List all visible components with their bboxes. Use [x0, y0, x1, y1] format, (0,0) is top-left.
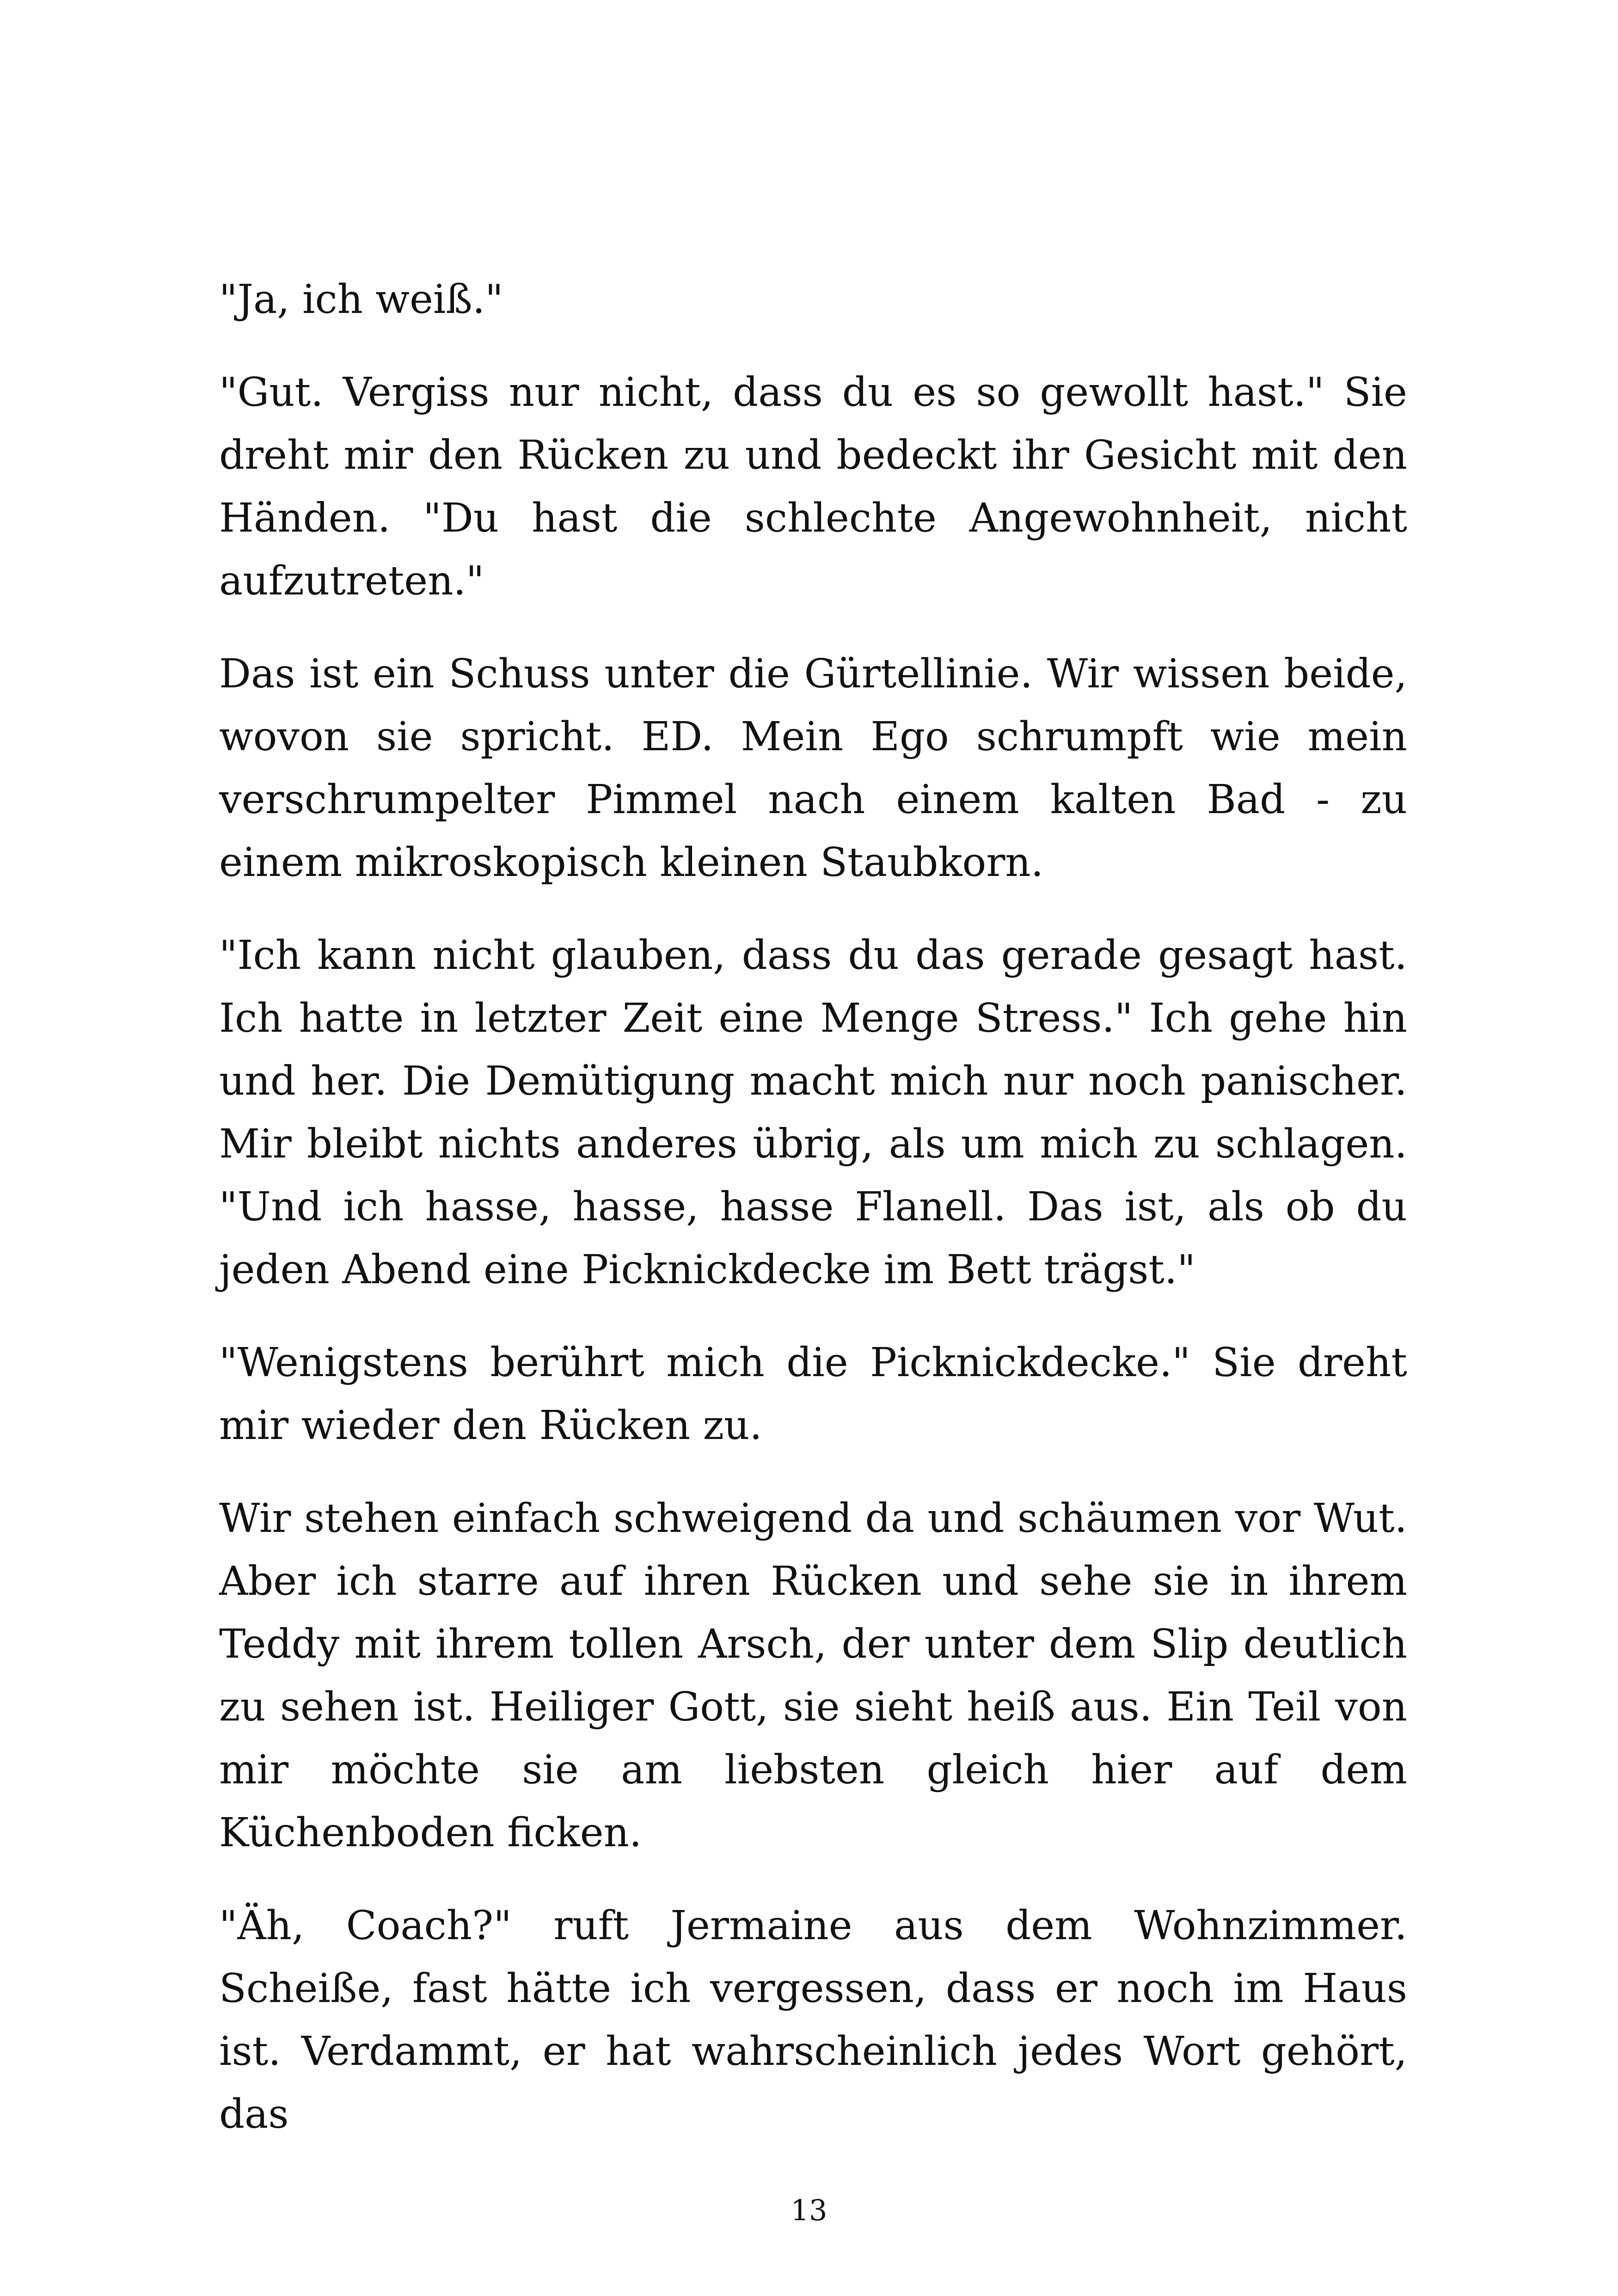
paragraph: "Äh, Coach?" ruft Jermaine aus dem Wohnzimmer. Scheiße, fast hätte ich vergessen, dass er noch im Haus ist. Verdammt, er hat wahrscheinlich jedes Wort gehört, das — [219, 1903, 1407, 2137]
page-number: 13 — [791, 2193, 827, 2227]
paragraph: "Ich kann nicht glauben, dass du das gerade gesagt hast. Ich hatte in letzter Zeit eine Menge Stress." Ich gehe hin und her. Die Demütigung macht mich nur noch panischer. Mir bleibt nichts anderes übrig, als um mich zu schlagen. "Und ich hasse, hasse, hasse Flanell. Das ist, als ob du jeden Abend eine Picknickdecke im Bett trägst." — [219, 932, 1407, 1293]
paragraph: "Ja, ich weiß." — [219, 276, 503, 323]
paragraph: "Wenigstens berührt mich die Picknickdecke." Sie dreht mir wieder den Rücken zu. — [219, 1340, 1407, 1449]
paragraph: Wir stehen einfach schweigend da und schäumen vor Wut. Aber ich starre auf ihren Rücken und sehe sie in ihrem Teddy mit ihrem tollen Arsch, der unter dem Slip deutlich zu sehen ist. Heiliger Gott, sie sieht heiß aus. Ein Teil von mir möchte sie am liebsten gleich hier auf dem Küchenboden ficken. — [219, 1495, 1407, 1856]
paragraph: "Gut. Vergiss nur nicht, dass du es so gewollt hast." Sie dreht mir den Rücken zu und bedeckt ihr Gesicht mit den Händen. "Du hast die schlechte Angewohnheit, nicht aufzutreten." — [219, 369, 1407, 604]
body-text — [219, 268, 1407, 2176]
paragraph: Das ist ein Schuss unter die Gürtellinie. Wir wissen beide, wovon sie spricht. ED. Mein Ego schrumpft wie mein verschrumpelter Pimmel nach einem kalten Bad - zu einem mikroskopisch kleinen Staubkorn. — [219, 651, 1407, 886]
